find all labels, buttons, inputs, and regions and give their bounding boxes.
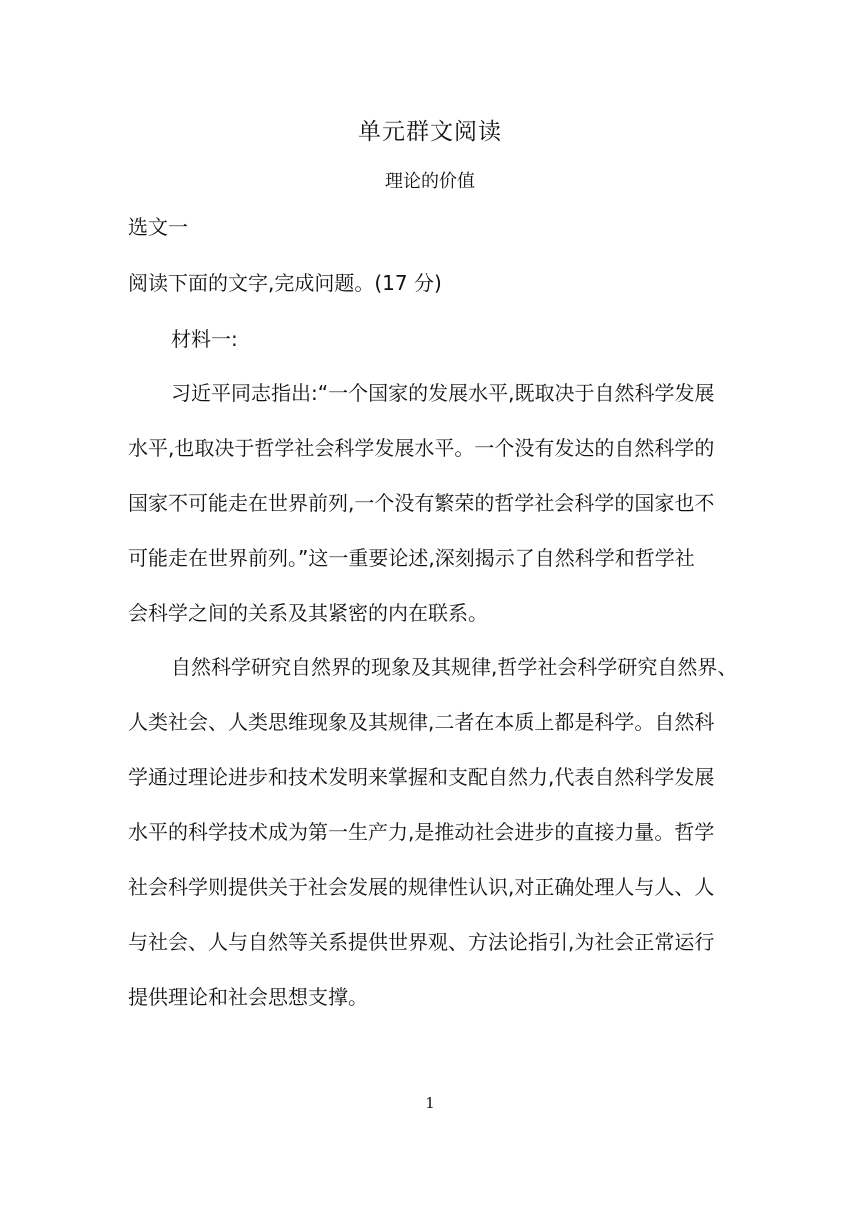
material-paragraph-1 [128, 366, 768, 641]
paragraph-2-line-1: 自然科学研究自然界的现象及其规律,哲学社会科学研究自然界、 [171, 655, 738, 679]
paragraph-2-line-3: 学通过理论进步和技术发明来掌握和支配自然力,代表自然科学发展 [128, 765, 715, 789]
paragraph-1-line-4: 可能走在世界前列。”这一重要论述,深刻揭示了自然科学和哲学社 [128, 546, 695, 570]
material-label: 材料一: [171, 327, 238, 351]
reading-instruction: 阅读下面的文字,完成问题。(17 分) [128, 271, 442, 295]
paragraph-1-line-3: 国家不可能走在世界前列,一个没有繁荣的哲学社会科学的国家也不 [128, 491, 715, 515]
paragraph-1-line-5: 会科学之间的关系及其紧密的内在联系。 [128, 601, 488, 625]
material-paragraph-2 [128, 640, 768, 1025]
document-title: 单元群文阅读 [358, 119, 502, 145]
paragraph-1-line-1: 习近平同志指出:“一个国家的发展水平,既取决于自然科学发展 [171, 381, 715, 405]
paragraph-2-line-5: 社会科学则提供关于社会发展的规律性认识,对正确处理人与人、人 [128, 875, 715, 899]
paragraph-2-line-2: 人类社会、人类思维现象及其规律,二者在本质上都是科学。自然科 [128, 710, 715, 734]
page-number: 1 [425, 1094, 435, 1112]
document-subtitle: 理论的价值 [385, 171, 475, 192]
selection-label: 选文一 [128, 215, 188, 239]
paragraph-2-line-7: 提供理论和社会思想支撑。 [128, 985, 368, 1009]
paragraph-2-line-4: 水平的科学技术成为第一生产力,是推动社会进步的直接力量。哲学 [128, 820, 715, 844]
paragraph-2-line-6: 与社会、人与自然等关系提供世界观、方法论指引,为社会正常运行 [128, 930, 715, 954]
paragraph-1-line-2: 水平,也取决于哲学社会科学发展水平。一个没有发达的自然科学的 [128, 436, 715, 460]
